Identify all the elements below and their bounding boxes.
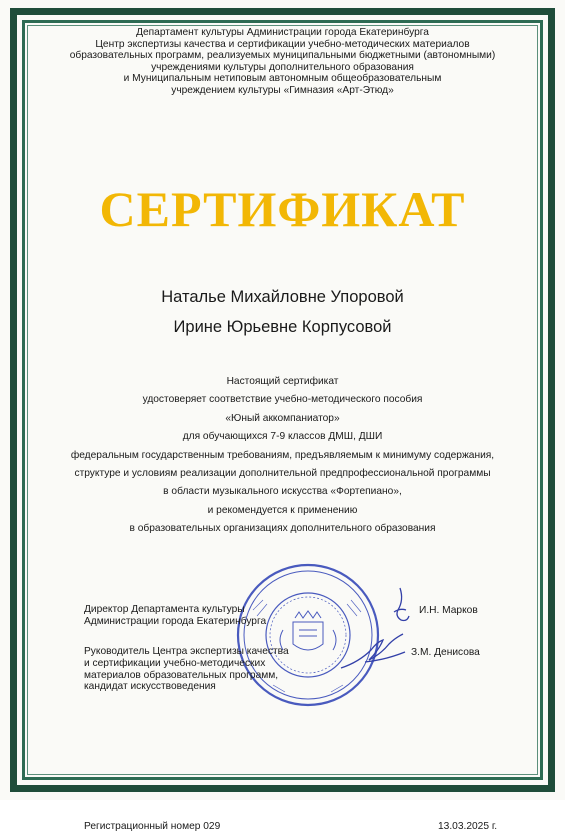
registration-number: Регистрационный номер 029: [84, 821, 221, 832]
header-line: Департамент культуры Администрации города Екатеринбурга: [136, 27, 429, 38]
position-line: материалов образовательных программ,: [84, 669, 279, 681]
position-line: и сертификации учебно-методических: [84, 657, 266, 669]
header-line: Центр экспертизы качества и сертификации учебно-методических материалов: [95, 38, 470, 50]
body-line: для обучающихся 7-9 классов ДМШ, ДШИ: [182, 431, 383, 443]
body-line: Настоящий сертификат: [226, 376, 339, 387]
issuer-header: [40, 27, 525, 97]
signatory-1-name: И.Н. Марков: [419, 605, 478, 616]
recipient-names: [40, 282, 525, 342]
issue-date: 13.03.2025 г.: [438, 821, 498, 832]
body-line: структуре и условиям реализации дополнительной предпрофессиональной программы: [74, 468, 491, 480]
body-line: удостоверяет соответствие учебно-методического пособия: [142, 394, 423, 406]
position-line: Руководитель Центра экспертизы качества: [84, 646, 289, 657]
signatory-2-position: [84, 646, 289, 693]
position-line: Администрации города Екатеринбурга: [84, 615, 267, 627]
recipient-name: Наталье Михайловне Упоровой: [161, 288, 404, 306]
header-line: образовательных программ, реализуемых муниципальными бюджетными (автономными): [69, 50, 496, 62]
body-line: федеральным государственным требованиям, предъявляемым к минимуму содержания,: [70, 449, 495, 461]
certificate-title: СЕРТИФИКАТ: [99, 181, 466, 237]
header-line: учреждениями культуры дополнительного образования: [151, 61, 414, 73]
body-line: в области музыкального искусства «Фортепиано»,: [163, 486, 402, 498]
position-line: кандидат искусствоведения: [84, 681, 216, 693]
director-signature: [380, 586, 420, 626]
signatory-2-name: З.М. Денисова: [411, 647, 480, 658]
signatory-1-position: [84, 604, 266, 628]
certificate-body: [40, 373, 525, 539]
body-line: и рекомендуется к применению: [207, 504, 358, 516]
position-line: Директор Департамента культуры: [84, 604, 245, 615]
head-signature: [335, 628, 415, 676]
recipient-name: Ирине Юрьевне Корпусовой: [173, 318, 392, 336]
body-line: в образовательных организациях дополнительного образования: [129, 523, 436, 535]
header-line: учреждением культуры «Гимназия «Арт-Этюд»: [171, 84, 394, 96]
header-line: и Муниципальным нетиповым автономным общеобразовательным: [123, 73, 442, 85]
body-line: «Юный аккомпаниатор»: [225, 412, 340, 424]
